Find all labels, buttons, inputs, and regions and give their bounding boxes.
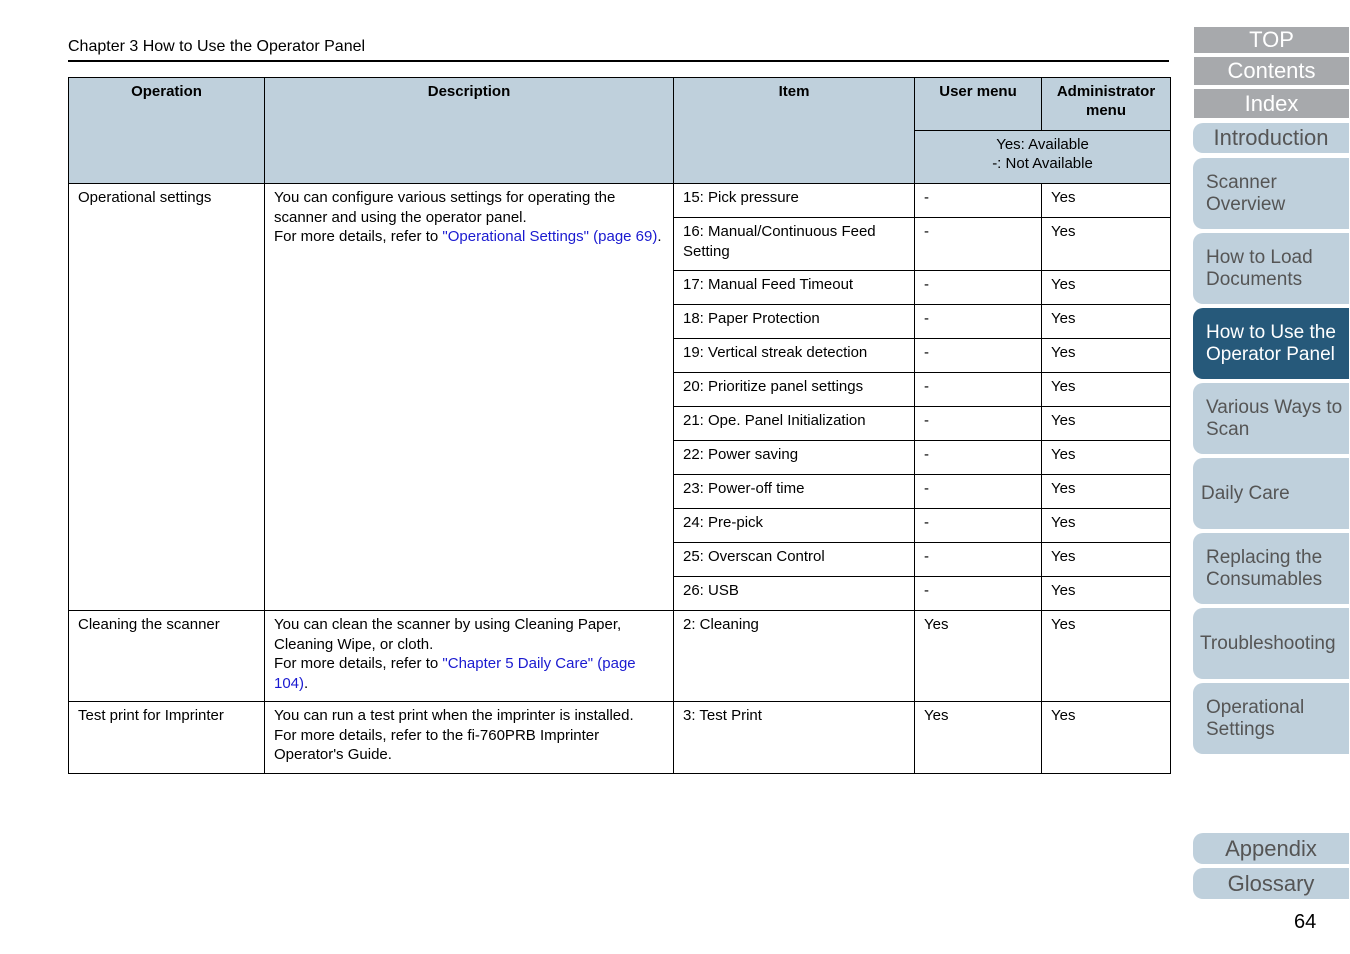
item-cell: 2: Cleaning <box>674 611 915 702</box>
reference-prefix: For more details, refer to <box>274 655 443 672</box>
item-cell: 19: Vertical streak detection <box>674 339 915 373</box>
user-menu-cell: - <box>915 184 1042 218</box>
nav-contents-button[interactable]: Contents <box>1194 57 1349 85</box>
item-cell: 22: Power saving <box>674 441 915 475</box>
nav-tab-introduction[interactable]: Introduction <box>1193 123 1349 153</box>
header-admin-menu: Administrator menu <box>1042 78 1171 131</box>
admin-menu-cell: Yes <box>1042 407 1171 441</box>
admin-menu-cell: Yes <box>1042 611 1171 702</box>
user-menu-cell: - <box>915 339 1042 373</box>
description-cell <box>265 702 674 774</box>
item-cell: 23: Power-off time <box>674 475 915 509</box>
user-menu-cell: - <box>915 577 1042 611</box>
description-cell <box>265 184 674 611</box>
admin-menu-cell: Yes <box>1042 702 1171 774</box>
header-item: Item <box>674 78 915 184</box>
nav-tab-various-ways-to-scan[interactable]: Various Ways to Scan <box>1193 383 1349 454</box>
nav-tab-how-to-load-documents[interactable]: How to Load Documents <box>1193 233 1349 304</box>
operation-cell: Test print for Imprinter <box>69 702 265 774</box>
user-menu-cell: - <box>915 373 1042 407</box>
item-cell: 3: Test Print <box>674 702 915 774</box>
chapter-rule <box>68 60 1169 62</box>
legend-yes: Yes: Available <box>996 136 1089 153</box>
item-cell: 16: Manual/Continuous Feed Setting <box>674 218 915 271</box>
user-menu-cell: - <box>915 271 1042 305</box>
description-reference <box>274 227 665 247</box>
nav-tab-glossary[interactable]: Glossary <box>1193 868 1349 899</box>
description-reference: For more details, refer to the fi-760PRB Imprinter Operator's Guide. <box>274 726 600 763</box>
item-cell: 15: Pick pressure <box>674 184 915 218</box>
page-number: 64 <box>1294 911 1317 933</box>
description-text: You can configure various settings for operating the scanner and using the operator panel. <box>274 189 616 226</box>
user-menu-cell: - <box>915 218 1042 271</box>
description-text: You can clean the scanner by using Cleaning Paper, Cleaning Wipe, or cloth. <box>274 616 622 653</box>
operations-table <box>68 77 1171 774</box>
description-reference <box>274 654 665 693</box>
description-text: You can run a test print when the imprinter is installed. <box>274 707 634 724</box>
availability-legend <box>915 131 1171 184</box>
legend-no: -: Not Available <box>992 155 1093 172</box>
nav-tab-operational-settings[interactable]: Operational Settings <box>1193 683 1349 754</box>
admin-menu-cell: Yes <box>1042 271 1171 305</box>
table-row <box>69 702 1171 774</box>
admin-menu-cell: Yes <box>1042 339 1171 373</box>
nav-tab-operator-panel[interactable]: How to Use the Operator Panel <box>1193 308 1349 379</box>
nav-tab-scanner-overview[interactable]: Scanner Overview <box>1193 158 1349 229</box>
nav-index-button[interactable]: Index <box>1194 89 1349 118</box>
header-description: Description <box>265 78 674 184</box>
item-cell: 17: Manual Feed Timeout <box>674 271 915 305</box>
reference-suffix: . <box>304 674 309 692</box>
item-cell: 24: Pre-pick <box>674 509 915 543</box>
daily-care-link[interactable]: "Chapter 5 Daily Care" (page 104) <box>274 655 636 692</box>
header-user-menu: User menu <box>915 78 1042 131</box>
table-row <box>69 184 1171 218</box>
table-row <box>69 611 1171 702</box>
item-cell: 20: Prioritize panel settings <box>674 373 915 407</box>
reference-prefix: For more details, refer to <box>274 228 443 245</box>
nav-tab-daily-care[interactable]: Daily Care <box>1193 458 1349 529</box>
user-menu-cell: - <box>915 475 1042 509</box>
admin-menu-cell: Yes <box>1042 475 1171 509</box>
item-cell: 18: Paper Protection <box>674 305 915 339</box>
nav-tab-troubleshooting[interactable]: Troubleshooting <box>1193 608 1349 679</box>
nav-tab-appendix[interactable]: Appendix <box>1193 833 1349 864</box>
operation-cell: Operational settings <box>69 184 265 611</box>
user-menu-cell: - <box>915 509 1042 543</box>
admin-menu-cell: Yes <box>1042 373 1171 407</box>
admin-menu-cell: Yes <box>1042 441 1171 475</box>
user-menu-cell: Yes <box>915 702 1042 774</box>
admin-menu-cell: Yes <box>1042 543 1171 577</box>
user-menu-cell: Yes <box>915 611 1042 702</box>
description-cell <box>265 611 674 702</box>
nav-top-button[interactable]: TOP <box>1194 27 1349 53</box>
user-menu-cell: - <box>915 543 1042 577</box>
admin-menu-cell: Yes <box>1042 184 1171 218</box>
reference-suffix: . <box>657 228 662 245</box>
item-cell: 26: USB <box>674 577 915 611</box>
item-cell: 21: Ope. Panel Initialization <box>674 407 915 441</box>
user-menu-cell: - <box>915 407 1042 441</box>
operation-cell: Cleaning the scanner <box>69 611 265 702</box>
nav-tab-replacing-consumables[interactable]: Replacing the Consumables <box>1193 533 1349 604</box>
chapter-title: Chapter 3 How to Use the Operator Panel <box>68 38 366 55</box>
item-cell: 25: Overscan Control <box>674 543 915 577</box>
admin-menu-cell: Yes <box>1042 509 1171 543</box>
user-menu-cell: - <box>915 441 1042 475</box>
admin-menu-cell: Yes <box>1042 305 1171 339</box>
admin-menu-cell: Yes <box>1042 577 1171 611</box>
header-operation: Operation <box>69 78 265 184</box>
admin-menu-cell: Yes <box>1042 218 1171 271</box>
user-menu-cell: - <box>915 305 1042 339</box>
operational-settings-link[interactable]: "Operational Settings" (page 69) <box>442 228 658 245</box>
